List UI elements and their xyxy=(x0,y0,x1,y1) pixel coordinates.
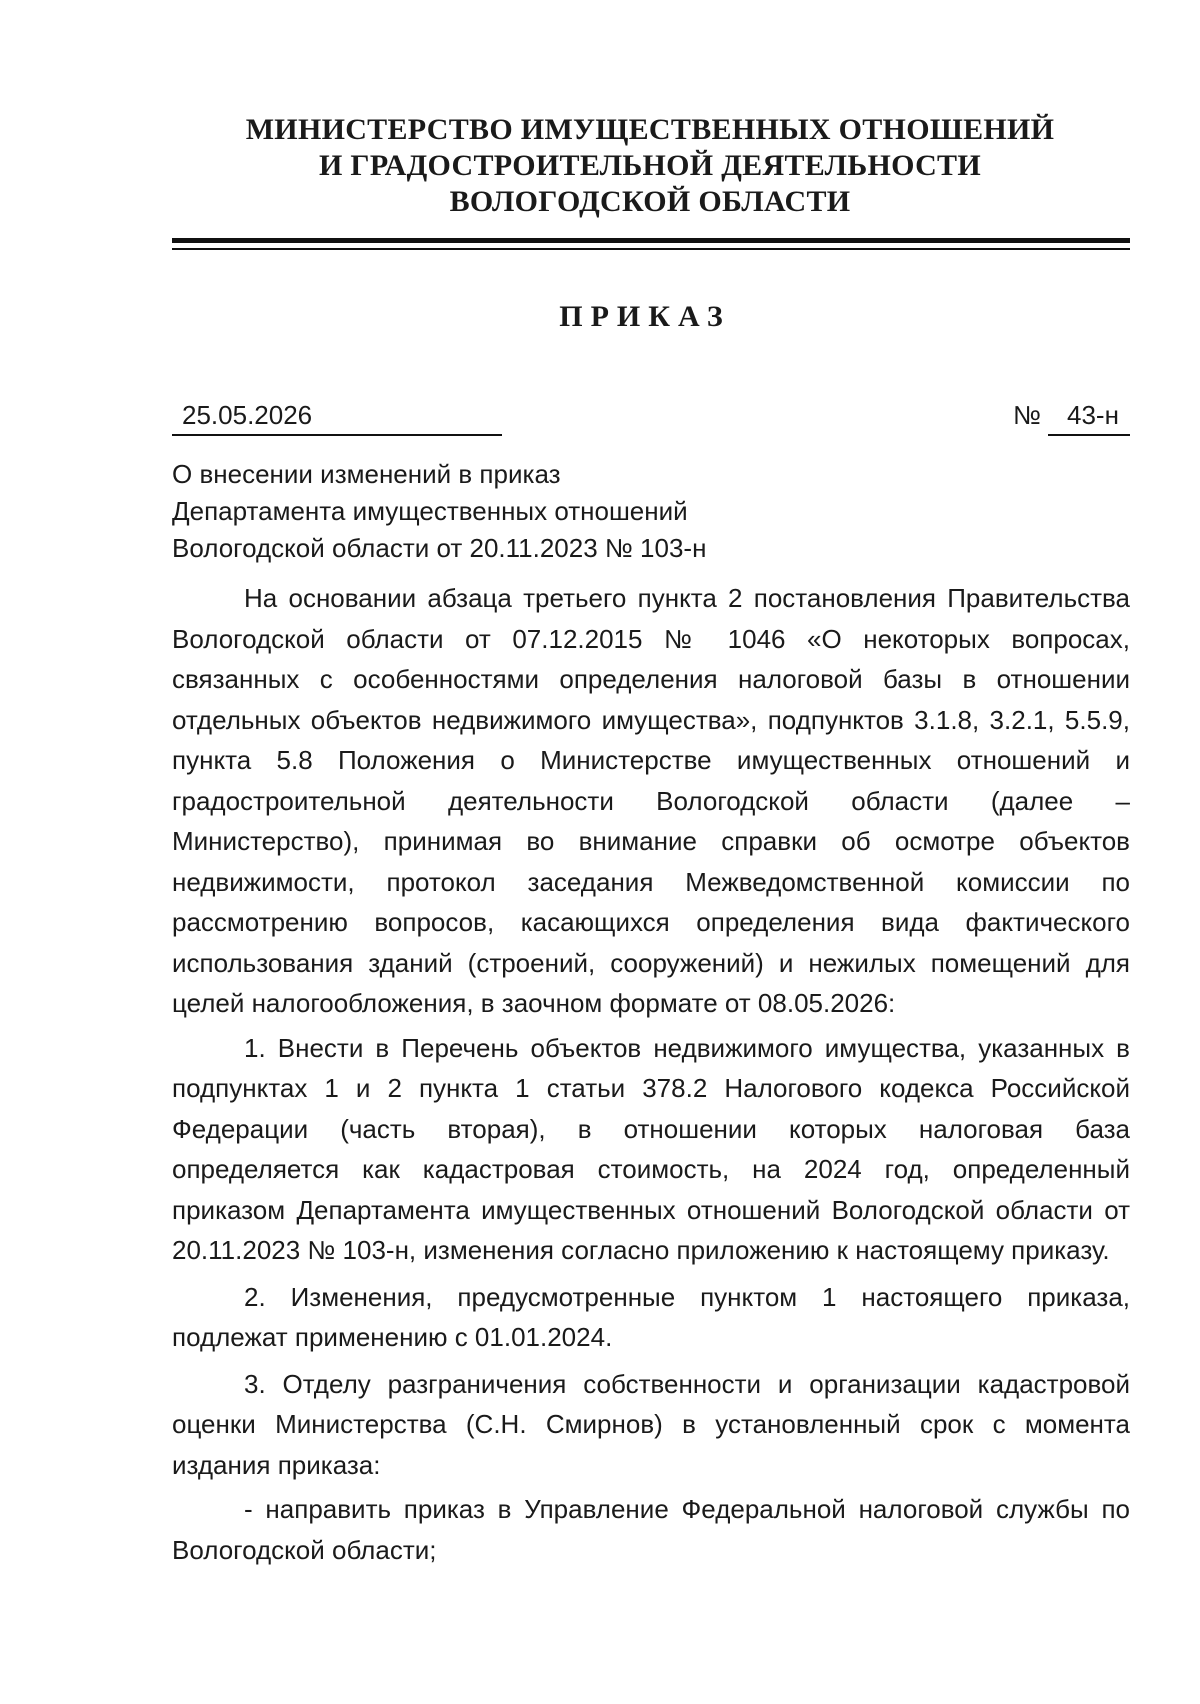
header-rule-thick xyxy=(172,238,1130,243)
document-number: 43-н xyxy=(1067,400,1119,430)
subject-line-3: Вологодской области от 20.11.2023 № 103-н xyxy=(172,533,707,563)
subject-line-2: Департамента имущественных отношений xyxy=(172,496,688,526)
ministry-header xyxy=(170,112,1130,220)
clause-3-paragraph: 3. Отделу разграничения собственности и организации кадастровой оценки Министерства (С.Н. Смирнов) в установленный срок с момента издания приказа: xyxy=(172,1368,1130,1480)
ministry-header-line-3: ВОЛОГОДСКОЙ ОБЛАСТИ xyxy=(449,185,851,218)
ministry-header-line-1: МИНИСТЕРСТВО ИМУЩЕСТВЕННЫХ ОТНОШЕНИЙ xyxy=(245,113,1055,146)
document-body xyxy=(172,578,1130,1574)
number-underline xyxy=(1048,434,1130,436)
preamble-paragraph: На основании абзаца третьего пункта 2 постановления Правительства Вологодской области от 07.12.2015 № 1046 «О некоторых вопросах, связанных с особенностями определения налоговой базы в отношении отдельных объектов недвижимого имущества», подпунктов 3.1.8, 3.2.1, 5.5.9, пункта 5.8 Положения о Министерстве имущественных отношений и градостроительной деятельности Вологодской области (далее – Министерство), принимая во внимание справки об осмотре объектов недвижимости, протокол заседания Межведомственной комиссии по рассмотрению вопросов, касающихся определения вида фактического использования зданий (строений, сооружений) и нежилых помещений для целей налогообложения, в заочном формате от 08.05.2026: xyxy=(172,583,1130,1018)
clause-1-paragraph: 1. Внести в Перечень объектов недвижимого имущества, указанных в подпунктах 1 и 2 пункта 1 статьи 378.2 Налогового кодекса Российской Федерации (часть вторая), в отношении которых налоговая база определяется как кадастровая стоимость, на 2024 год, определенный приказом Департамента имущественных отношений Вологодской области от 20.11.2023 № 103-н, изменения согласно приложению к настоящему приказу. xyxy=(172,1032,1130,1265)
subject-line-1: О внесении изменений в приказ xyxy=(172,459,561,489)
number-sign: № xyxy=(1013,400,1041,430)
ministry-header-line-2: И ГРАДОСТРОИТЕЛЬНОЙ ДЕЯТЕЛЬНОСТИ xyxy=(319,149,981,182)
document-type-title: ПРИКАЗ xyxy=(559,300,731,333)
header-rule-thin xyxy=(172,248,1130,250)
document-subject xyxy=(172,456,706,567)
date-underline xyxy=(172,434,502,436)
document-date: 25.05.2026 xyxy=(182,400,313,430)
clause-2-paragraph: 2. Изменения, предусмотренные пунктом 1 настоящего приказа, подлежат применению с 01.01.2024. xyxy=(172,1281,1130,1352)
clause-3-bullet-1: - направить приказ в Управление Федеральной налоговой службы по Вологодской области; xyxy=(172,1494,1130,1565)
